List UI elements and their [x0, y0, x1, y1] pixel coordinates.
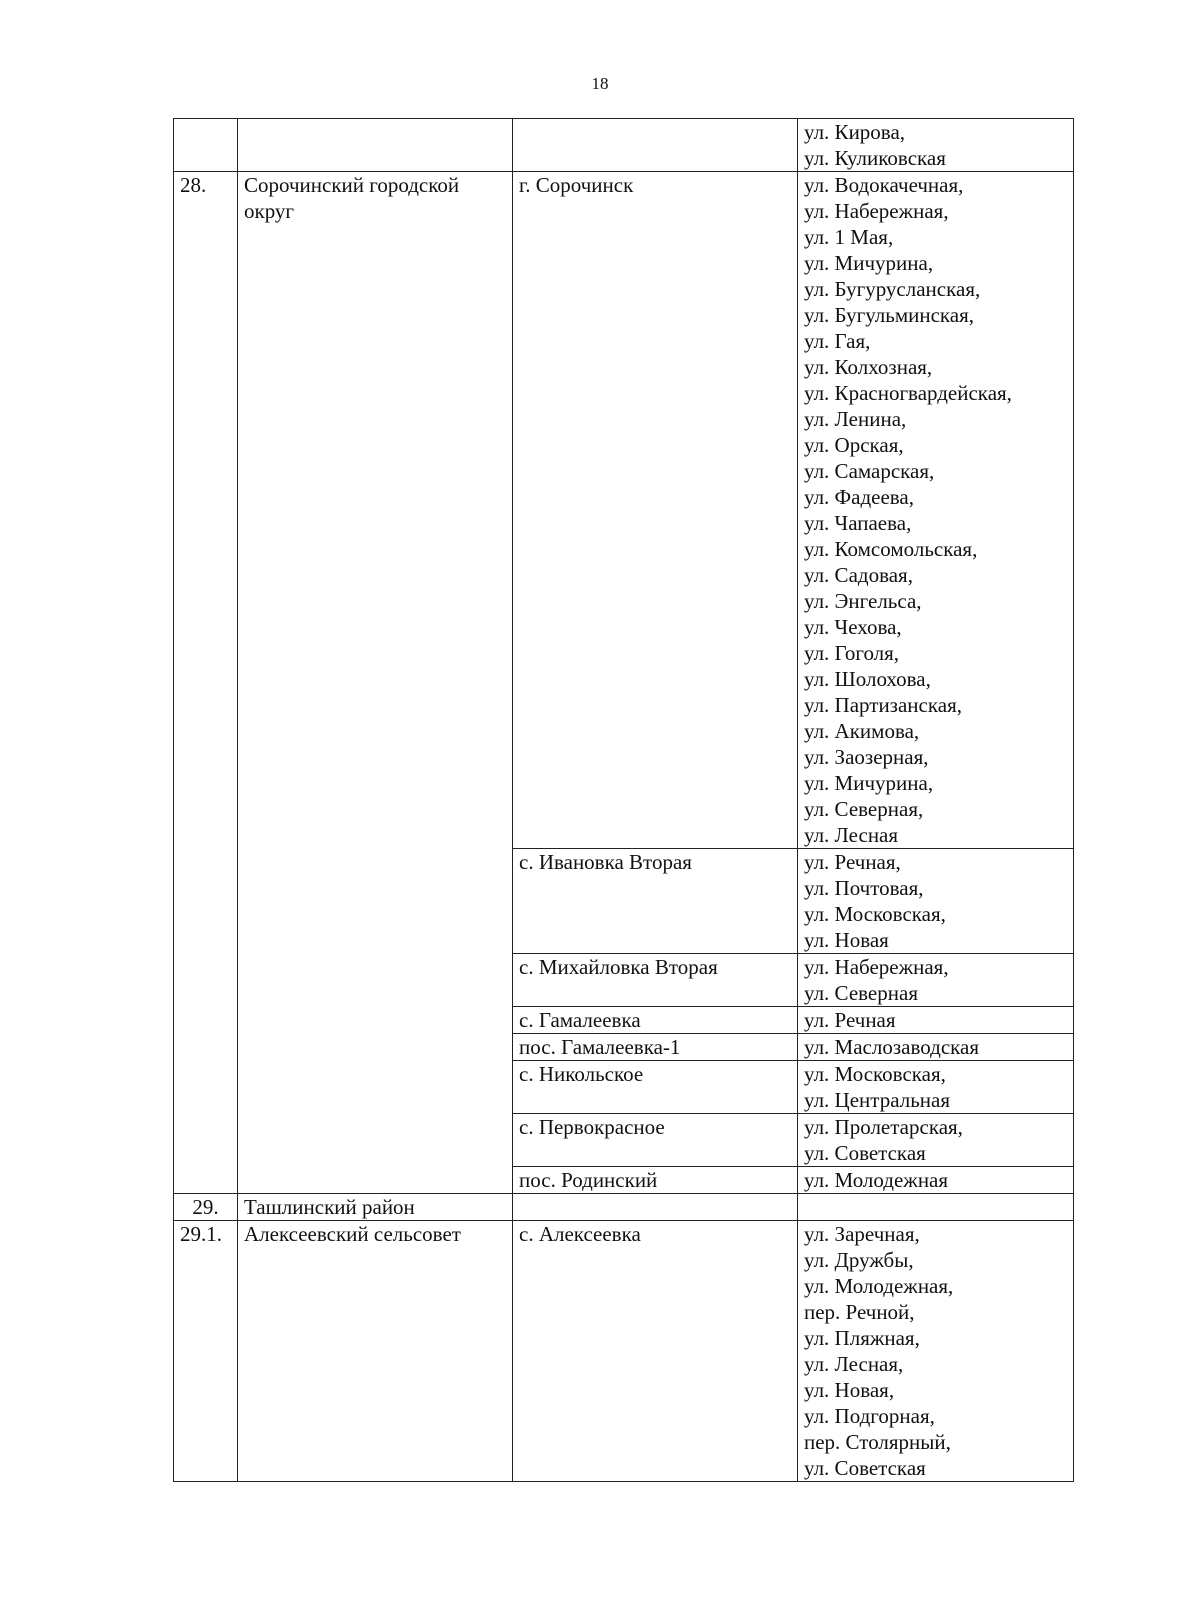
streets-cell	[798, 1194, 1074, 1221]
settlement-cell: с. Гамалеевка	[513, 1007, 798, 1034]
district-cell: Алексеевский сельсовет	[238, 1221, 513, 1482]
street-line: ул. Новая,	[804, 1378, 895, 1402]
street-line: ул. Северная,	[804, 797, 924, 821]
table-row	[174, 172, 1074, 849]
district-name-line: Сорочинский городской	[244, 173, 460, 197]
street-line: пер. Речной,	[804, 1300, 915, 1324]
street-line: ул. Партизанская,	[804, 693, 962, 717]
streets-cell	[798, 172, 1074, 849]
street-line: ул. Энгельса,	[804, 589, 922, 613]
street-line: ул. Молодежная	[804, 1168, 949, 1192]
street-line: ул. Фадеева,	[804, 485, 915, 509]
settlement-cell: с. Никольское	[513, 1061, 798, 1114]
district-cell	[238, 119, 513, 172]
street-line: ул. Гая,	[804, 329, 871, 353]
street-line: пер. Столярный,	[804, 1430, 951, 1454]
street-line: ул. Набережная,	[804, 955, 949, 979]
streets-cell	[798, 119, 1074, 172]
street-line: ул. Речная,	[804, 850, 901, 874]
street-line: ул. Орская,	[804, 433, 904, 457]
district-name-line: округ	[244, 199, 295, 223]
street-line: ул. Пролетарская,	[804, 1115, 963, 1139]
street-line: ул. 1 Мая,	[804, 225, 894, 249]
street-line: ул. Северная	[804, 981, 918, 1005]
table-row	[174, 119, 1074, 172]
street-line: ул. Водокачечная,	[804, 173, 964, 197]
street-line: ул. Заречная,	[804, 1222, 920, 1246]
street-line: ул. Комсомольская,	[804, 537, 978, 561]
street-line: ул. Ленина,	[804, 407, 907, 431]
street-line: ул. Речная	[804, 1008, 896, 1032]
street-line: ул. Кирова,	[804, 120, 906, 144]
street-line: ул. Новая	[804, 928, 889, 952]
row-number-cell: 29.	[174, 1194, 238, 1221]
street-line: ул. Заозерная,	[804, 745, 929, 769]
settlement-cell: с. Первокрасное	[513, 1114, 798, 1167]
street-line: ул. Гоголя,	[804, 641, 900, 665]
street-line: ул. Московская,	[804, 902, 946, 926]
street-line: ул. Советская	[804, 1456, 926, 1480]
street-line: ул. Чапаева,	[804, 511, 912, 535]
street-line: ул. Лесная	[804, 823, 899, 847]
settlement-cell: с. Михайловка Вторая	[513, 954, 798, 1007]
street-line: ул. Колхозная,	[804, 355, 933, 379]
row-number-cell	[174, 119, 238, 172]
street-line: ул. Подгорная,	[804, 1404, 935, 1428]
settlement-cell: пос. Гамалеевка-1	[513, 1034, 798, 1061]
street-line: ул. Пляжная,	[804, 1326, 920, 1350]
street-line: ул. Центральная	[804, 1088, 950, 1112]
street-line: ул. Советская	[804, 1141, 926, 1165]
street-line: ул. Куликовская	[804, 146, 946, 170]
street-line: ул. Шолохова,	[804, 667, 931, 691]
street-line: ул. Дружбы,	[804, 1248, 914, 1272]
street-line: ул. Бугурусланская,	[804, 277, 981, 301]
street-line: ул. Акимова,	[804, 719, 920, 743]
page-number: 18	[591, 74, 609, 93]
street-line: ул. Маслозаводская	[804, 1035, 980, 1059]
street-line: ул. Лесная,	[804, 1352, 904, 1376]
streets-cell	[798, 1061, 1074, 1114]
street-line: ул. Бугульминская,	[804, 303, 975, 327]
streets-cell	[798, 1007, 1074, 1034]
settlements-table	[173, 118, 1074, 1482]
street-line: ул. Мичурина,	[804, 771, 934, 795]
row-number-cell: 28.	[174, 172, 238, 1194]
streets-cell	[798, 1221, 1074, 1482]
streets-cell	[798, 1114, 1074, 1167]
street-line: ул. Красногвардейская,	[804, 381, 1012, 405]
settlement-cell	[513, 119, 798, 172]
district-cell	[238, 172, 513, 1194]
street-line: ул. Садовая,	[804, 563, 913, 587]
streets-cell	[798, 954, 1074, 1007]
street-line: ул. Московская,	[804, 1062, 946, 1086]
settlement-cell	[513, 1194, 798, 1221]
street-line: ул. Молодежная,	[804, 1274, 954, 1298]
street-line: ул. Почтовая,	[804, 876, 924, 900]
streets-cell	[798, 1167, 1074, 1194]
settlement-cell: с. Алексеевка	[513, 1221, 798, 1482]
district-cell: Ташлинский район	[238, 1194, 513, 1221]
table-row	[174, 1221, 1074, 1482]
street-line: ул. Чехова,	[804, 615, 902, 639]
table-row	[174, 1194, 1074, 1221]
street-line: ул. Самарская,	[804, 459, 935, 483]
streets-cell	[798, 849, 1074, 954]
streets-cell	[798, 1034, 1074, 1061]
street-line: ул. Набережная,	[804, 199, 949, 223]
settlement-cell: с. Ивановка Вторая	[513, 849, 798, 954]
settlement-cell: г. Сорочинск	[513, 172, 798, 849]
street-line: ул. Мичурина,	[804, 251, 934, 275]
settlement-cell: пос. Родинский	[513, 1167, 798, 1194]
row-number-cell: 29.1.	[174, 1221, 238, 1482]
